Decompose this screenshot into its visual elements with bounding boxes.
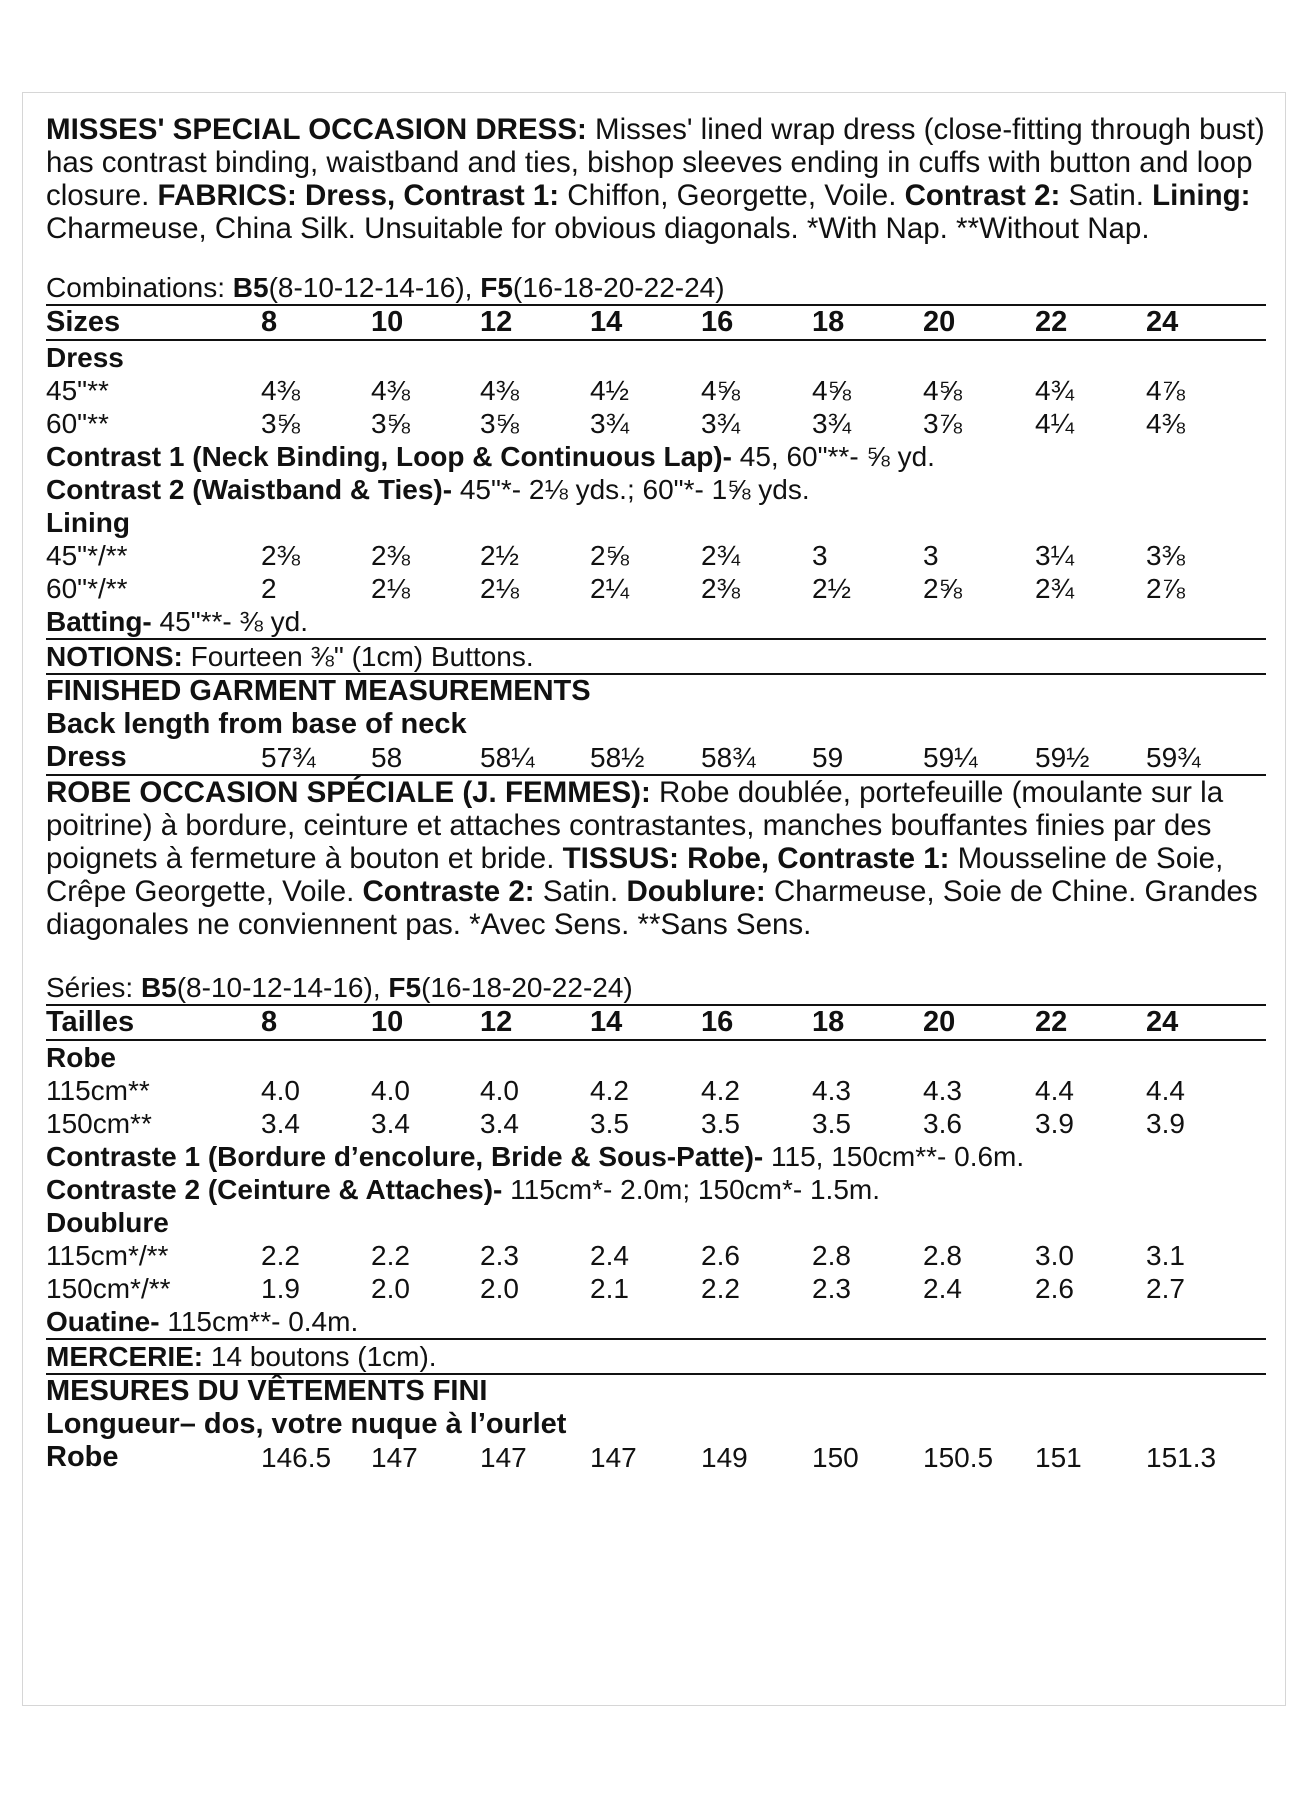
size-cell: 10 [371,306,404,338]
english-section [46,113,1266,776]
table-cell: 149 [701,1442,748,1473]
table-cell: 2.2 [701,1273,740,1304]
table-cell: 3 [923,540,939,571]
dress-label: Dress [46,342,124,373]
intro-segment: TISSUS: Robe, Contraste 1: [562,842,950,875]
row-label: 115cm** [46,1075,150,1106]
table-cell: 2⅞ [1146,573,1185,604]
table-cell: 4⅝ [923,375,962,406]
finished-row-fr [46,1441,1266,1474]
table-cell: 2⅛ [480,573,519,604]
series-label: Séries: [46,972,141,1003]
table-cell: 2.6 [701,1240,740,1271]
size-cell: 22 [1035,1006,1068,1038]
intro-segment: Mousseline de Soie, Crêpe Georgette, Voile. [46,842,1224,908]
intro-segment: Contraste 2: [362,875,535,908]
sizes-header-row [46,306,1266,339]
table-cell: 2.0 [371,1273,410,1304]
size-cell: 18 [812,306,845,338]
table-cell: 2⅝ [590,540,629,571]
size-cell: 14 [590,1006,623,1038]
table-cell: 2.0 [480,1273,519,1304]
table-cell: 4⅝ [812,375,851,406]
table-cell: 58¼ [480,742,535,773]
table-cell: 3.6 [923,1108,962,1139]
contrast2-value: 45"*- 2⅛ yds.; 60"*- 1⅝ yds. [452,474,810,505]
table-cell: 2.3 [812,1273,851,1304]
size-cell: 16 [701,1006,734,1038]
finished-row [46,741,1266,774]
row-label: 60"** [46,408,109,439]
table-cell: 4⅜ [480,375,519,406]
table-row [46,374,1266,407]
table-cell: 150 [812,1442,859,1473]
combo-b-sizes: (8-10-12-14-16), [176,972,389,1003]
sizes-label: Sizes [46,306,121,338]
table-cell: 2.3 [480,1240,519,1271]
series-line [46,971,1266,1004]
table-cell: 2.7 [1146,1273,1185,1304]
notions-label: NOTIONS: [46,641,183,672]
description-paragraph-fr [46,776,1266,941]
table-cell: 3⅝ [261,408,300,439]
table-cell: 147 [590,1442,637,1473]
batting-line [46,605,1266,638]
contrast1-value: 45, 60"**- ⅝ yd. [731,441,935,472]
table-row [46,572,1266,605]
tailles-label: Tailles [46,1006,135,1038]
row-label: 45"** [46,375,109,406]
size-cell: 10 [371,1006,404,1038]
table-cell: 2.8 [812,1240,851,1271]
size-cell: 18 [812,1006,845,1038]
ouatine-line [46,1305,1266,1338]
table-cell: 2⅝ [923,573,962,604]
table-cell: 4.2 [590,1075,629,1106]
finished-measurements-title: FINISHED GARMENT MEASUREMENTS [46,675,591,707]
combinations-line [46,271,1266,304]
row-label: Dress [46,741,127,773]
table-cell: 3⅞ [923,408,962,439]
ouatine-label: Ouatine- [46,1306,160,1337]
size-cell: 22 [1035,306,1068,338]
table-cell: 3.4 [480,1108,519,1139]
size-cell: 20 [923,306,956,338]
notions-value: Fourteen ⅜" (1cm) Buttons. [182,641,534,672]
intro-segment: MISSES' SPECIAL OCCASION DRESS: [46,113,587,146]
contrast1-line [46,440,1266,473]
table-cell: 3.1 [1146,1240,1185,1271]
size-cell: 8 [261,1006,278,1038]
size-cell: 24 [1146,1006,1179,1038]
table-cell: 57¾ [261,742,316,773]
intro-segment: Contrast 2: [904,179,1061,212]
table-cell: 2½ [480,540,519,571]
table-cell: 4.2 [701,1075,740,1106]
table-cell: 3⅜ [1146,540,1185,571]
intro-segment: Charmeuse, Soie de Chine. Grandes diagonales ne conviennent pas. *Avec Sens. **Sans Sens. [46,875,1258,941]
intro-segment: ROBE OCCASION SPÉCIALE (J. FEMMES): [46,776,651,809]
table-cell: 4¾ [1035,375,1074,406]
intro-segment: Doublure: [626,875,766,908]
mercerie-value: 14 boutons (1cm). [203,1341,437,1372]
doublure-heading [46,1206,1266,1239]
table-cell: 2.2 [261,1240,300,1271]
longueur-dos-label: Longueur– dos, votre nuque à l’ourlet [46,1408,567,1440]
contrast2-line [46,473,1266,506]
combo-f-sizes: (16-18-20-22-24) [512,272,725,303]
table-cell: 2⅜ [371,540,410,571]
intro-segment: Charmeuse, China Silk. Unsuitable for obvious diagonals. *With Nap. **Without Nap. [46,212,1150,245]
table-cell: 4.0 [480,1075,519,1106]
combo-b: B5 [140,972,177,1003]
table-cell: 2.1 [590,1273,629,1304]
table-cell: 58½ [590,742,645,773]
size-cell: 14 [590,306,623,338]
table-cell: 2⅜ [701,573,740,604]
back-length-label: Back length from base of neck [46,708,467,740]
table-cell: 3¾ [701,408,740,439]
contraste2-value: 115cm*- 2.0m; 150cm*- 1.5m. [502,1174,880,1205]
table-cell: 4¼ [1035,408,1074,439]
table-cell: 2.2 [371,1240,410,1271]
robe-label: Robe [46,1042,116,1073]
table-cell: 2½ [812,573,851,604]
table-cell: 59½ [1035,742,1090,773]
row-label: 60"*/** [46,573,128,604]
table-cell: 150.5 [923,1442,994,1473]
size-cell: 8 [261,306,278,338]
intro-segment: Chiffon, Georgette, Voile. [559,179,905,212]
contrast1-label: Contrast 1 (Neck Binding, Loop & Continuous Lap)- [46,441,732,472]
table-cell: 151 [1035,1442,1082,1473]
contraste2-line [46,1173,1266,1206]
size-cell: 16 [701,306,734,338]
dress-heading [46,341,1266,374]
table-cell: 4⅜ [371,375,410,406]
tailles-header-row [46,1006,1266,1039]
table-cell: 3.4 [261,1108,300,1139]
lining-label: Lining [46,507,130,538]
table-cell: 2.4 [590,1240,629,1271]
combo-f-sizes: (16-18-20-22-24) [421,972,633,1003]
table-cell: 4.0 [261,1075,300,1106]
table-row [46,1107,1266,1140]
combo-b-sizes: (8-10-12-14-16), [268,272,481,303]
table-row [46,1272,1266,1305]
table-cell: 2.6 [1035,1273,1074,1304]
table-cell: 59¾ [1146,742,1201,773]
intro-segment: Lining: [1152,179,1251,212]
combo-f: F5 [388,972,422,1003]
table-cell: 4½ [590,375,629,406]
table-row [46,1074,1266,1107]
table-row [46,407,1266,440]
mesures-title: MESURES DU VÊTEMENTS FINI [46,1375,488,1407]
table-cell: 4.4 [1146,1075,1185,1106]
table-cell: 58 [371,742,403,773]
table-cell: 3.9 [1035,1108,1074,1139]
table-cell: 4⅜ [1146,408,1185,439]
intro-segment: Satin. [534,875,627,908]
robe-heading [46,1041,1266,1074]
table-cell: 2⅛ [371,573,410,604]
intro-segment: FABRICS: Dress, Contrast 1: [157,179,560,212]
contraste1-label: Contraste 1 (Bordure d’encolure, Bride & Sous-Patte)- [46,1141,764,1172]
table-cell: 147 [480,1442,527,1473]
table-cell: 4.0 [371,1075,410,1106]
row-label: 115cm*/** [46,1240,169,1271]
lining-heading [46,506,1266,539]
table-cell: 146.5 [261,1442,332,1473]
batting-value: 45"**- ⅜ yd. [151,606,309,637]
contraste1-value: 115, 150cm**- 0.6m. [763,1141,1025,1172]
table-cell: 3.0 [1035,1240,1074,1271]
table-cell: 3.5 [590,1108,629,1139]
table-cell: 3¾ [812,408,851,439]
intro-segment: Satin. [1060,179,1153,212]
intro-segment: Robe doublée, portefeuille (moulante sur la poitrine) à bordure, ceinture et attaches contrastantes, manches bouffantes finies par des poignets à fermeture à bouton et bride. [46,776,1224,875]
table-cell: 3.9 [1146,1108,1185,1139]
table-cell: 59 [812,742,844,773]
table-cell: 3¼ [1035,540,1074,571]
contraste2-label: Contraste 2 (Ceinture & Attaches)- [46,1174,503,1205]
table-cell: 3 [812,540,828,571]
table-cell: 3¾ [590,408,629,439]
combo-b: B5 [232,272,269,303]
table-cell: 3.4 [371,1108,410,1139]
mercerie-label: MERCERIE: [46,1341,204,1372]
table-cell: 3⅝ [371,408,410,439]
table-cell: 2.4 [923,1273,962,1304]
french-section [46,776,1266,1474]
ouatine-value: 115cm**- 0.4m. [159,1306,359,1337]
size-cell: 12 [480,1006,513,1038]
table-cell: 3.5 [701,1108,740,1139]
table-cell: 2⅜ [261,540,300,571]
combo-f: F5 [480,272,513,303]
combinations-label: Combinations: [46,272,233,303]
table-cell: 147 [371,1442,418,1473]
description-paragraph [46,113,1266,245]
table-row [46,539,1266,572]
table-cell: 2 [261,573,277,604]
row-label: 150cm** [46,1108,152,1139]
size-cell: 12 [480,306,513,338]
table-cell: 151.3 [1146,1442,1217,1473]
table-row [46,1239,1266,1272]
table-cell: 4⅞ [1146,375,1185,406]
table-cell: 1.9 [261,1273,300,1304]
table-cell: 4⅜ [261,375,300,406]
table-cell: 2¼ [590,573,629,604]
doublure-label: Doublure [46,1207,169,1238]
pattern-envelope-back [46,113,1266,1474]
size-cell: 24 [1146,306,1179,338]
table-cell: 2¾ [701,540,740,571]
mercerie-line [46,1340,1266,1373]
row-label: 45"*/** [46,540,128,571]
table-cell: 4.3 [812,1075,851,1106]
table-cell: 4.3 [923,1075,962,1106]
contraste1-line [46,1140,1266,1173]
row-label: Robe [46,1441,119,1473]
table-cell: 3.5 [812,1108,851,1139]
table-cell: 3⅝ [480,408,519,439]
intro-segment: Misses' lined wrap dress (close-fitting through bust) has contrast binding, waistband and ties, bishop sleeves ending in cuffs with button and loop closure. [46,113,1265,212]
table-cell: 4.4 [1035,1075,1074,1106]
table-cell: 59¼ [923,742,978,773]
row-label: 150cm*/** [46,1273,171,1304]
size-cell: 20 [923,1006,956,1038]
contrast2-label: Contrast 2 (Waistband & Ties)- [46,474,453,505]
batting-label: Batting- [46,606,152,637]
table-cell: 58¾ [701,742,756,773]
table-cell: 2.8 [923,1240,962,1271]
notions-line [46,640,1266,673]
table-cell: 2¾ [1035,573,1074,604]
table-cell: 4⅝ [701,375,740,406]
